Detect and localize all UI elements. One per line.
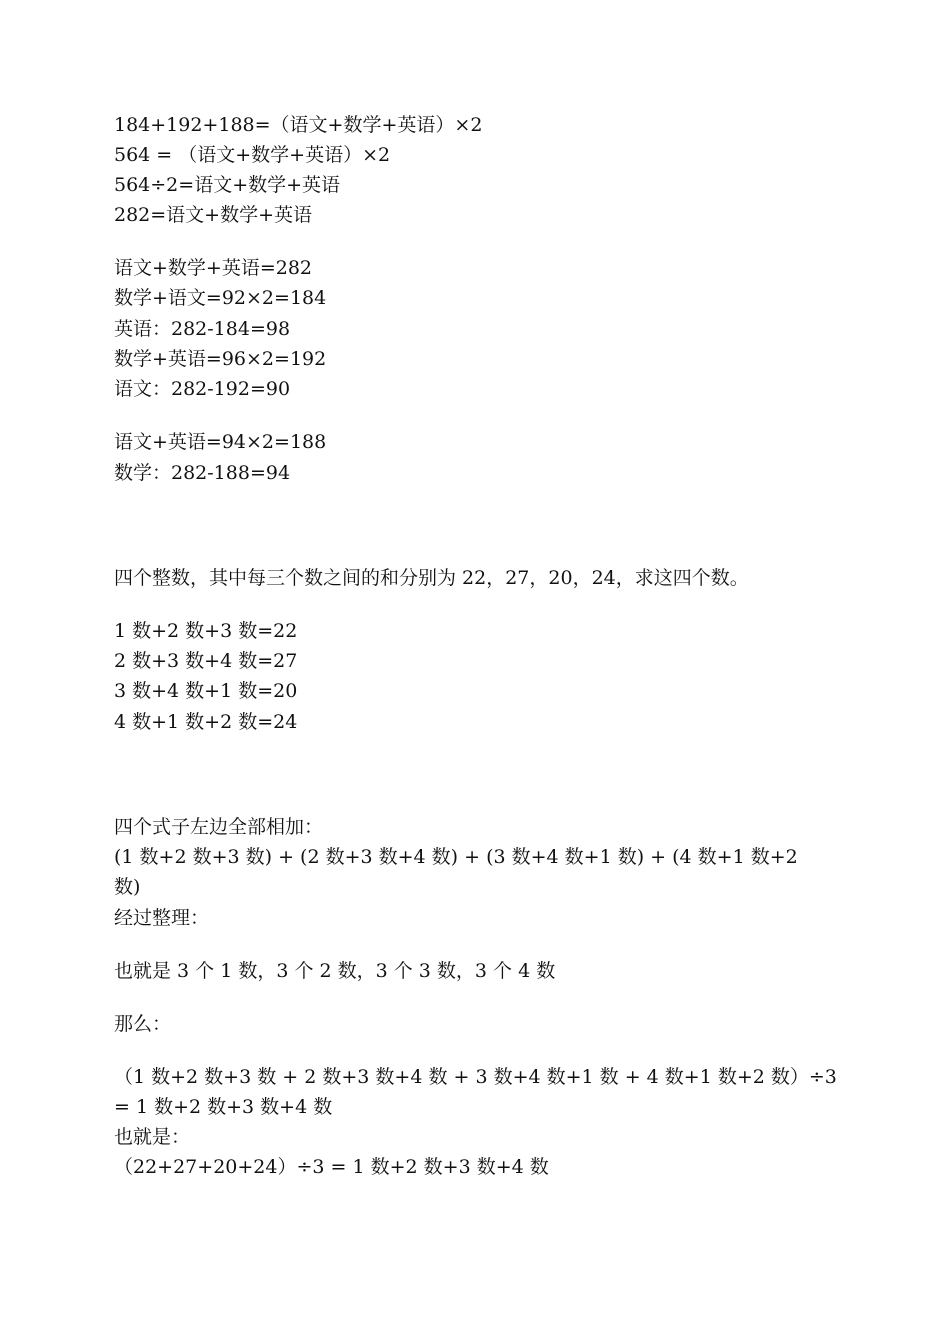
final-equation: （22+27+20+24）÷3 = 1 数+2 数+3 数+4 数: [114, 1156, 549, 1178]
equation-line: 564÷2=语文+数学+英语: [114, 174, 341, 196]
division-expression: （1 数+2 数+3 数 + 2 数+3 数+4 数 + 3 数+4 数+1 数 + 4 数+1 数+2 数）÷3: [114, 1066, 837, 1088]
equation-line: 564 = （语文+数学+英语）×2: [114, 144, 391, 166]
arranged-label: 经过整理：: [114, 907, 210, 929]
equation-line: 2 数+3 数+4 数=27: [114, 650, 298, 672]
equation-line: 数学+英语=96×2=192: [114, 348, 327, 370]
division-expression: = 1 数+2 数+3 数+4 数: [114, 1096, 333, 1118]
equation-line: 184+192+188=（语文+数学+英语）×2: [114, 114, 483, 136]
sum-expression: 数): [114, 876, 141, 898]
equation-line: 3 数+4 数+1 数=20: [114, 680, 298, 702]
equation-line: 282=语文+数学+英语: [114, 204, 313, 226]
equation-line: 1 数+2 数+3 数=22: [114, 620, 298, 642]
equation-line: 4 数+1 数+2 数=24: [114, 711, 298, 733]
equation-line: 数学：282-188=94: [114, 462, 291, 484]
then-label: 那么：: [114, 1013, 172, 1035]
that-is-label: 也就是：: [114, 1126, 191, 1148]
problem-statement: 四个整数，其中每三个数之间的和分别为 22，27，20，24，求这四个数。: [114, 567, 749, 589]
sum-heading: 四个式子左边全部相加：: [114, 816, 324, 838]
equation-line: 语文+数学+英语=282: [114, 257, 313, 279]
equation-line: 英语：282-184=98: [114, 318, 291, 340]
counts-statement: 也就是 3 个 1 数，3 个 2 数，3 个 3 数，3 个 4 数: [114, 960, 556, 982]
equation-line: 语文：282-192=90: [114, 378, 291, 400]
equation-line: 数学+语文=92×2=184: [114, 287, 327, 309]
equation-line: 语文+英语=94×2=188: [114, 431, 327, 453]
sum-expression: (1 数+2 数+3 数) + (2 数+3 数+4 数) + (3 数+4 数+1 数) + (4 数+1 数+2: [114, 846, 798, 868]
